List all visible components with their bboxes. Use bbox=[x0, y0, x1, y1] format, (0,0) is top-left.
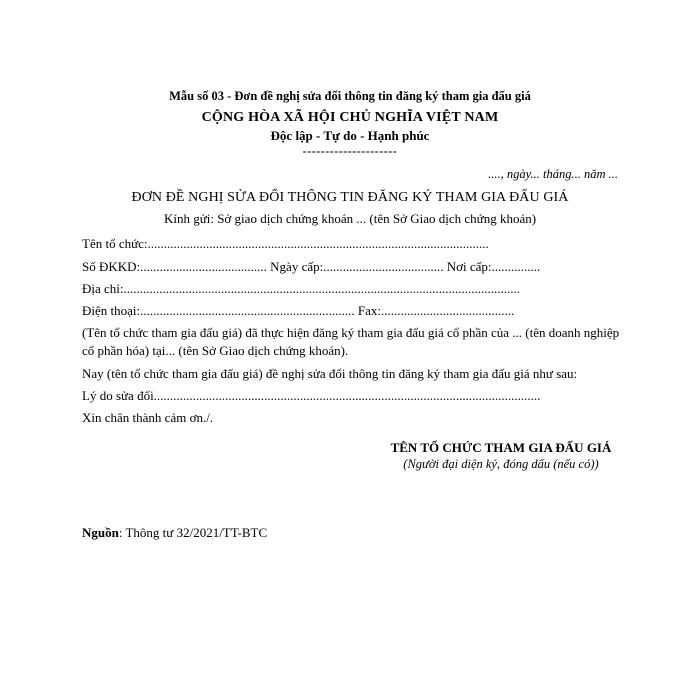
national-motto: Độc lập - Tự do - Hạnh phúc bbox=[270, 128, 430, 143]
date-line: ...., ngày... tháng... năm ... bbox=[488, 167, 618, 181]
thanks-line: Xin chân thành cảm ơn./. bbox=[82, 410, 214, 425]
issue-date-field: Ngày cấp:..................................... bbox=[270, 259, 444, 274]
national-title: CỘNG HÒA XÃ HỘI CHỦ NGHĨA VIỆT NAM bbox=[201, 110, 499, 125]
form-number-heading: Mẫu số 03 - Đơn đề nghị sửa đổi thông tin đăng ký tham gia đấu giá bbox=[169, 89, 531, 103]
org-name-field: Tên tổ chức:......................................................................................................... bbox=[82, 236, 489, 251]
signature-title: TÊN TỔ CHỨC THAM GIA ĐẤU GIÁ bbox=[390, 440, 612, 455]
document-title: ĐƠN ĐỀ NGHỊ SỬA ĐỔI THÔNG TIN ĐĂNG KÝ THAM GIA ĐẤU GIÁ bbox=[131, 190, 569, 205]
fax-field: Fax:......................................... bbox=[357, 303, 515, 318]
registration-row bbox=[82, 259, 540, 275]
addressee-line: Kính gửi: Sở giao dịch chứng khoán ... (tên Sở Giao dịch chứng khoán) bbox=[163, 211, 537, 226]
registration-number-field: Số ĐKKD:....................................... bbox=[82, 259, 267, 274]
issue-place-field: Nơi cấp:............... bbox=[446, 259, 541, 274]
address-field: Địa chỉ:.......................................................................................................................... bbox=[82, 281, 521, 296]
phone-field: Điện thoại:.................................................................. bbox=[82, 303, 355, 318]
source-label: Nguồn bbox=[82, 525, 119, 540]
header-divider: --------------------- bbox=[302, 144, 398, 158]
contact-row bbox=[82, 303, 514, 319]
source-line bbox=[82, 525, 267, 541]
signature-note: (Người đại diện ký, đóng dấu (nếu có)) bbox=[403, 457, 599, 471]
reason-field: Lý do sửa đổi....................................................................................................................... bbox=[82, 388, 541, 403]
source-text: : Thông tư 32/2021/TT-BTC bbox=[118, 525, 268, 540]
registration-paragraph: (Tên tổ chức tham gia đấu giá) đã thực hiện đăng ký tham gia đấu giá cổ phần của ... (tên doanh nghiệp cổ phần hóa) tại... (tên Sở Giao dịch chứng khoán). bbox=[82, 325, 620, 358]
request-line: Nay (tên tổ chức tham gia đấu giá) đề nghị sửa đổi thông tin đăng ký tham gia đấu giá như sau: bbox=[82, 366, 578, 381]
